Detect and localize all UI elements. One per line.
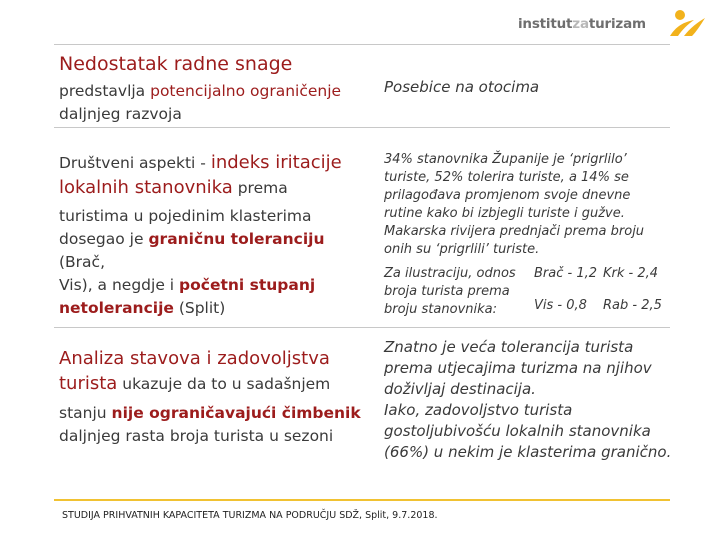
ratio-label: Za ilustraciju, odnos broja turista prema broju stanovnika: [384,266,516,317]
block2-left [59,150,369,320]
logo-mark-icon [668,8,706,38]
block3-left [59,346,369,448]
divider-bottom [54,499,670,501]
block1-text: predstavlja potencijalno ograničenje daljnjeg razvoja [59,82,342,123]
divider-top [54,44,670,45]
divider-1 [54,127,670,128]
block3-text: stanju nije ograničavajući čimbenik daljnjeg rasta broja turista u sezoni [59,404,361,445]
ratio-krk: Krk - 2,4 [603,266,659,281]
ratio-vis: Vis - 0,8 [534,298,587,313]
ratio-brac: Brač - 1,2 [534,266,598,281]
footer-caption: STUDIJA PRIHVATNIH KAPACITETA TURIZMA NA PODRUČJU SDŽ, Split, 9.7.2018. [62,510,438,521]
ratio-rab: Rab - 2,5 [603,298,662,313]
block1-note: Posebice na otocima [384,78,540,96]
block3-heading: Analiza stavova i zadovoljstva turista ukazuje da to u sadašnjem [59,348,331,394]
block1-title: Nedostatak radne snage [59,53,293,75]
block2-heading: Društveni aspekti - indeks iritacije lokalnih stanovnika prema [59,152,342,198]
block2-text: turistima u pojedinim klasterima dosegao je graničnu toleranciju (Brač, Vis), a negdje i početni stupanj netolerancije (Split) [59,207,325,317]
block2-note: 34% stanovnika Županije je ‘prigrlilo’ turiste, 52% tolerira turiste, a 14% se prilagođava promjenom svoje dnevne rutine kako bi izbjegli turiste i gužve. Makarska rivijera prednjači prema broju onih su ‘prigrlili’ turiste. [384,152,645,257]
block1-left [59,52,369,126]
divider-2 [54,327,670,328]
logo-text: institutzaturizam [518,16,646,32]
block3-note: Znatno je veća tolerancija turista prema utjecajima turizma na njihov doživljaj destinacija. Iako, zadovoljstvo turista gostoljubivošću lokalnih stanovnika (66%) u nekim je klasterima granično. [384,338,672,461]
